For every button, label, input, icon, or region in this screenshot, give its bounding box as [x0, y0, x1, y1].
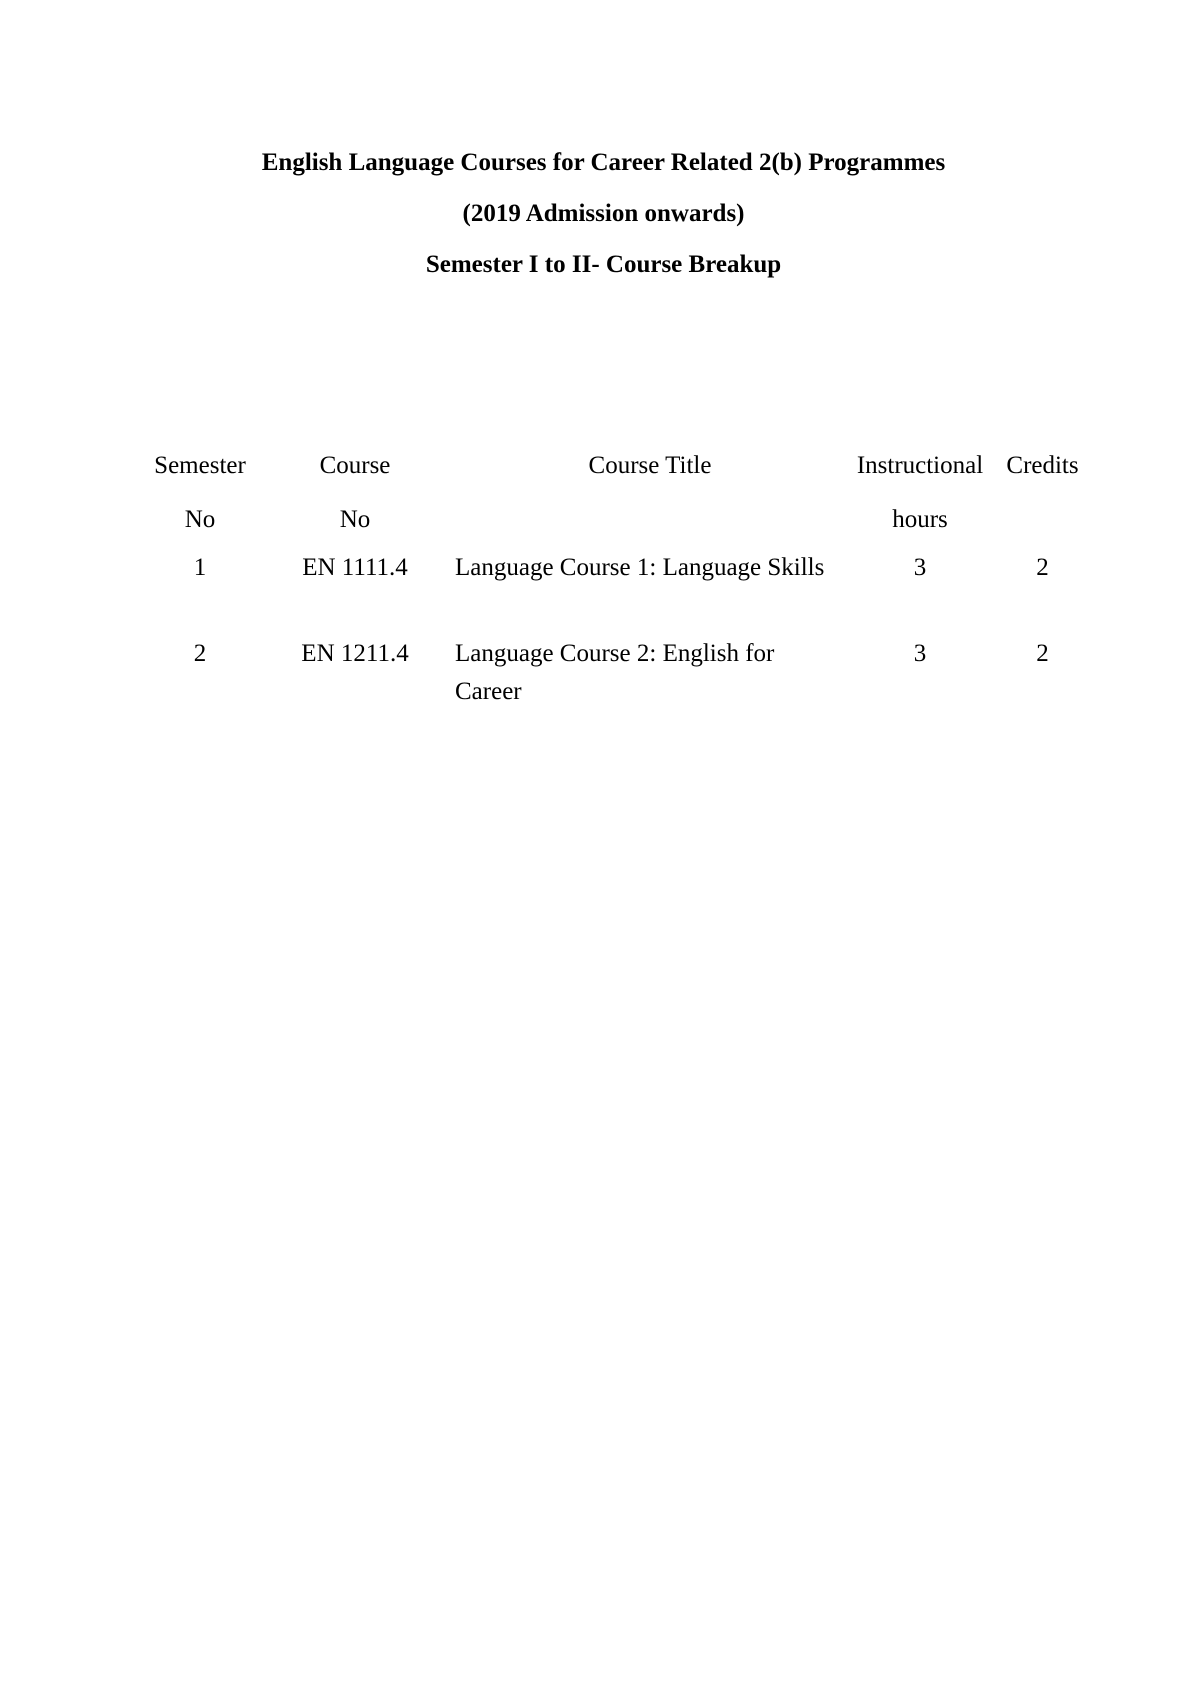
header-course-title: Course Title [588, 452, 712, 479]
cell-course-no: EN 1211.4 [301, 640, 409, 667]
cell-semester: 1 [193, 554, 207, 581]
header-course-no-line2: No [339, 506, 371, 533]
header-credits: Credits [1006, 452, 1079, 479]
course-breakup-table [135, 447, 1090, 721]
header-instructional-hours-line2: hours [892, 506, 948, 533]
section-title: Semester I to II- Course Breakup [425, 251, 782, 278]
document-title: English Language Courses for Career Related 2(b) Programmes [261, 149, 946, 176]
cell-hours: 3 [913, 640, 927, 667]
cell-course-title: Language Course 2: English for Career [455, 640, 775, 705]
table-row [135, 635, 1090, 721]
header-semester-line2: No [184, 506, 216, 533]
cell-credits: 2 [1036, 554, 1049, 581]
cell-hours: 3 [913, 554, 927, 581]
cell-course-no: EN 1111.4 [302, 554, 408, 581]
table-header-row-2 [135, 501, 1090, 549]
cell-semester: 2 [193, 640, 207, 667]
cell-credits: 2 [1036, 640, 1049, 667]
header-semester: Semester [154, 452, 246, 479]
document-subtitle: (2019 Admission onwards) [462, 200, 745, 227]
table-header-row [135, 447, 1090, 501]
header-instructional-hours: Instructional [856, 452, 984, 479]
header-course-no: Course [319, 452, 391, 479]
table-row [135, 549, 1090, 635]
cell-course-title: Language Course 1: Language Skills [455, 554, 825, 581]
header-course-title-line2 [445, 501, 845, 549]
header-credits-line2 [995, 501, 1090, 549]
